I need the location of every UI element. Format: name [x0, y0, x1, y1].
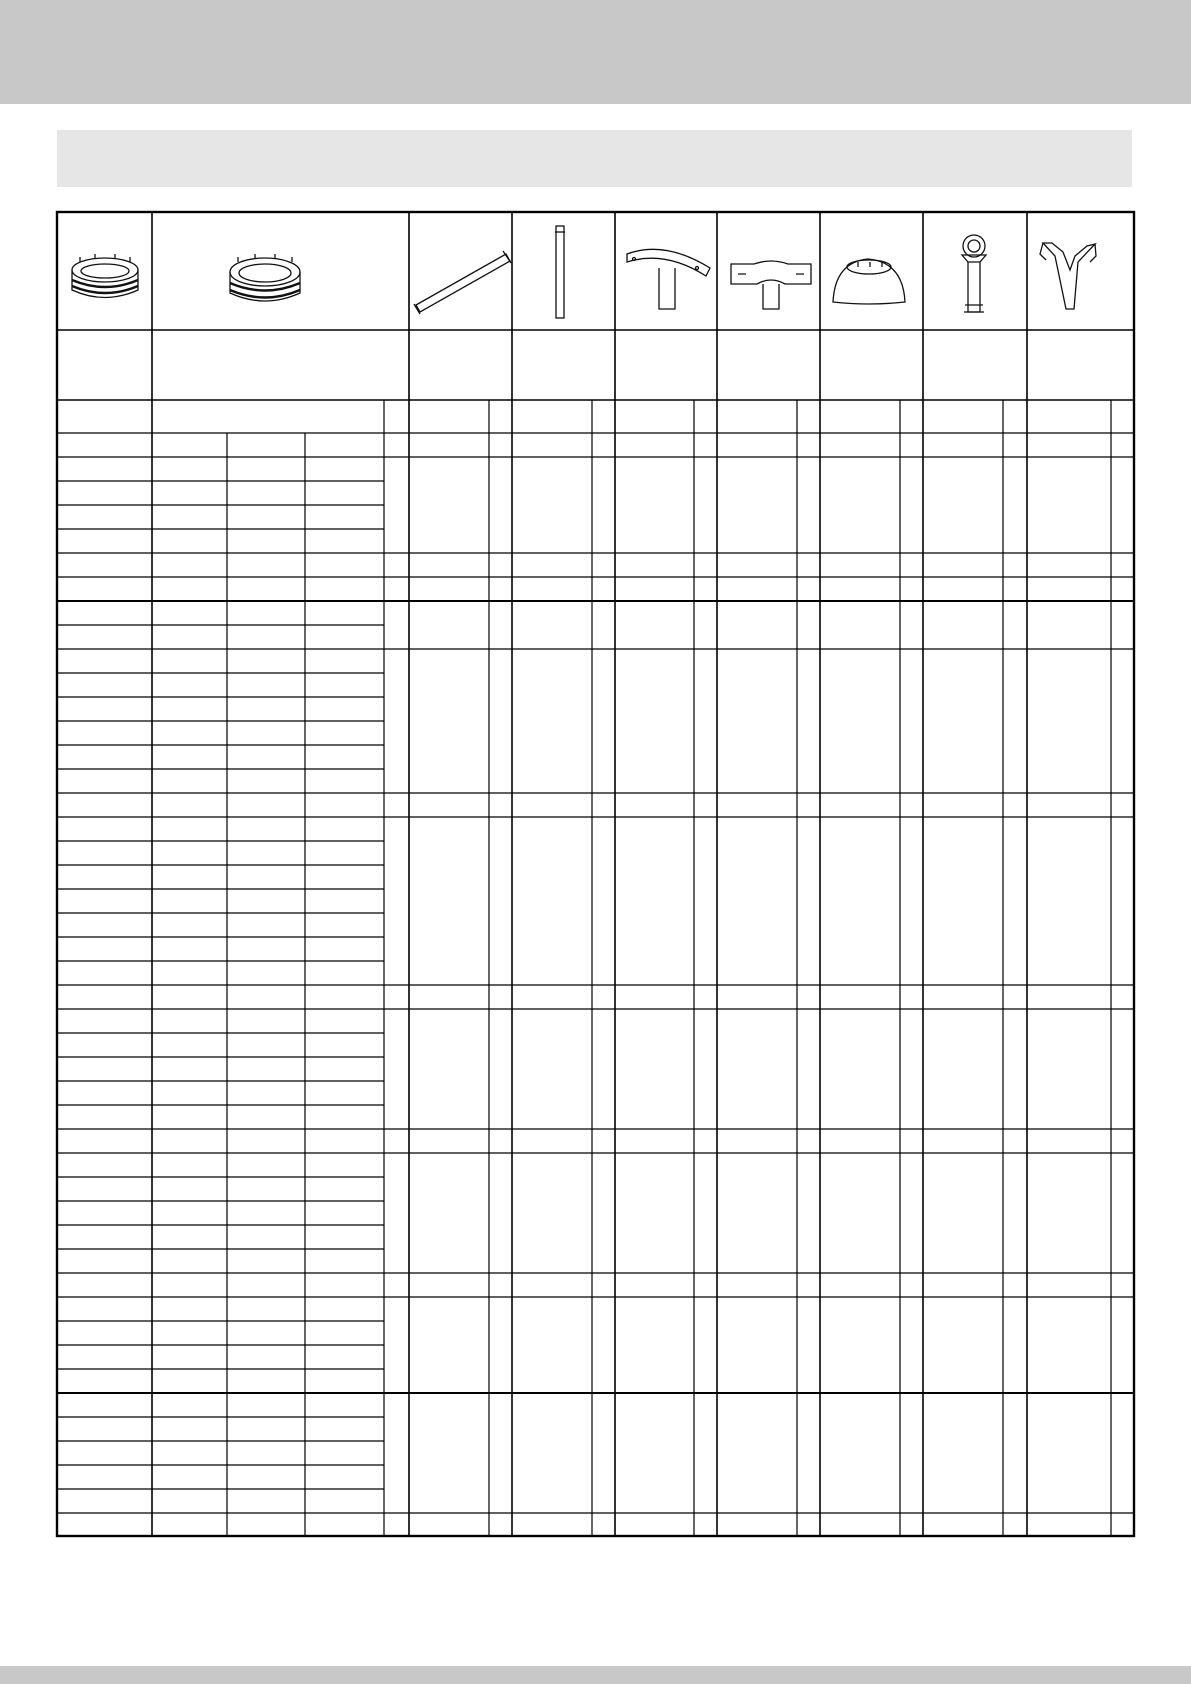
- leg-cap-icon: [833, 259, 905, 304]
- joint-pin-icon: [962, 235, 986, 312]
- pool-frame-large-icon: [230, 254, 300, 301]
- table-border: [57, 212, 1134, 1536]
- vertical-leg-icon: [555, 226, 565, 318]
- t-joint-icon: [731, 261, 811, 309]
- pool-frame-small-icon: [72, 254, 138, 298]
- u-support-icon: [1040, 243, 1096, 309]
- horizontal-beam-icon: [414, 251, 511, 314]
- t-connector-icon: [627, 249, 710, 309]
- table-grid-lines: [57, 212, 1134, 1536]
